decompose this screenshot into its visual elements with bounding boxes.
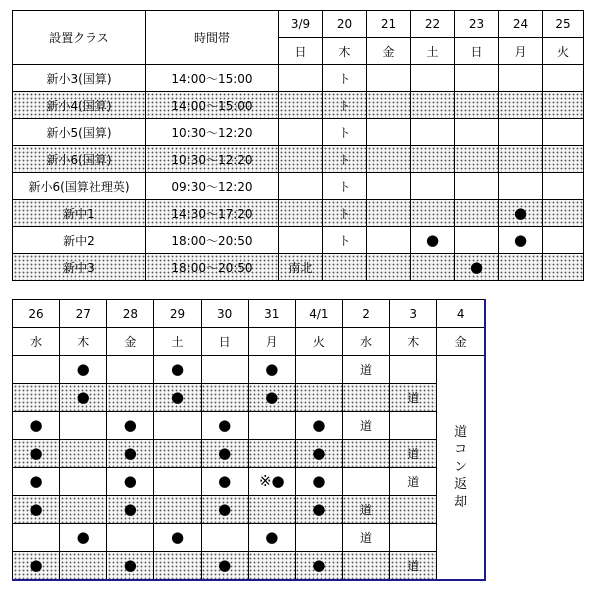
schedule-cell (248, 440, 295, 468)
schedule-cell (342, 552, 389, 581)
schedule-cell (107, 384, 154, 412)
schedule-cell (390, 356, 437, 384)
schedule-cell: 道 (390, 384, 437, 412)
schedule-cell (342, 440, 389, 468)
schedule-cell (248, 496, 295, 524)
schedule-cell (323, 254, 367, 281)
schedule-cell (295, 356, 342, 384)
header-date: 26 (13, 300, 60, 328)
schedule-cell (367, 92, 411, 119)
header-date: 20 (323, 11, 367, 38)
header-weekday: 日 (201, 328, 248, 356)
schedule-cell (342, 468, 389, 496)
schedule-cell: 道 (342, 524, 389, 552)
schedule-cell (295, 384, 342, 412)
header-date: 27 (60, 300, 107, 328)
header-weekday: 日 (455, 38, 499, 65)
schedule-cell (499, 92, 543, 119)
schedule-cell (107, 524, 154, 552)
schedule-cell (201, 524, 248, 552)
header-weekday: 金 (437, 328, 485, 356)
time-range: 18:00〜20:50 (146, 227, 279, 254)
table-row (13, 227, 584, 254)
lesson-dot: ● (60, 384, 107, 412)
lesson-dot: ● (248, 384, 295, 412)
time-range: 14:30〜17:20 (146, 200, 279, 227)
header-date: 28 (107, 300, 154, 328)
schedule-cell (13, 356, 60, 384)
schedule-cell (60, 552, 107, 581)
lesson-dot: ● (295, 552, 342, 581)
schedule-cell (543, 146, 584, 173)
schedule-cell (279, 200, 323, 227)
table-row (13, 412, 486, 440)
schedule-cell (543, 119, 584, 146)
schedule-cell (455, 65, 499, 92)
header-date: 4 (437, 300, 485, 328)
lesson-dot: ● (201, 496, 248, 524)
header-weekday: 月 (499, 38, 543, 65)
schedule-cell (279, 65, 323, 92)
return-note-char: 返 (454, 477, 468, 493)
schedule-cell: 道 (390, 552, 437, 581)
header-class: 設置クラス (13, 11, 146, 65)
header-row-dates (13, 300, 486, 328)
schedule-cell (455, 119, 499, 146)
header-weekday: 水 (13, 328, 60, 356)
lesson-dot: ● (60, 524, 107, 552)
lesson-dot: ● (201, 468, 248, 496)
header-weekday: 土 (411, 38, 455, 65)
schedule-cell (455, 173, 499, 200)
lesson-dot: ● (13, 412, 60, 440)
header-weekday: 木 (323, 38, 367, 65)
header-weekday: 水 (342, 328, 389, 356)
schedule-cell (411, 173, 455, 200)
schedule-cell (201, 384, 248, 412)
time-range: 09:30〜12:20 (146, 173, 279, 200)
schedule-cell (499, 254, 543, 281)
lesson-dot: ● (295, 496, 342, 524)
header-date: 29 (154, 300, 201, 328)
lesson-dot: ● (201, 440, 248, 468)
lesson-dot: ● (13, 440, 60, 468)
class-name: 新小3(国算) (13, 65, 146, 92)
lesson-dot: ● (201, 552, 248, 581)
header-time: 時間帯 (146, 11, 279, 65)
schedule-cell (154, 496, 201, 524)
schedule-cell (154, 468, 201, 496)
schedule-cell (248, 412, 295, 440)
schedule-cell: ト (323, 65, 367, 92)
schedule-cell (543, 173, 584, 200)
schedule-cell (107, 356, 154, 384)
table-row (13, 173, 584, 200)
schedule-cell (390, 496, 437, 524)
schedule-cell (411, 119, 455, 146)
table-row (13, 356, 486, 384)
schedule-cell (60, 496, 107, 524)
schedule-cell (455, 146, 499, 173)
schedule-cell (455, 200, 499, 227)
schedule-cell: ト (323, 146, 367, 173)
schedule-cell (295, 524, 342, 552)
header-date: 21 (367, 11, 411, 38)
header-weekday: 火 (543, 38, 584, 65)
schedule-cell (543, 227, 584, 254)
table-row (13, 119, 584, 146)
schedule-table-top (12, 10, 584, 281)
schedule-cell (201, 356, 248, 384)
schedule-cell (248, 552, 295, 581)
header-date: 31 (248, 300, 295, 328)
schedule-cell (411, 146, 455, 173)
schedule-table-bottom (12, 299, 486, 581)
schedule-cell: 南北 (279, 254, 323, 281)
schedule-cell (342, 384, 389, 412)
schedule-cell (154, 552, 201, 581)
schedule-cell (154, 440, 201, 468)
schedule-cell (367, 254, 411, 281)
schedule-cell (411, 254, 455, 281)
lesson-dot: ● (411, 227, 455, 254)
schedule-cell (367, 65, 411, 92)
schedule-cell (367, 173, 411, 200)
table-row (13, 92, 584, 119)
class-name: 新小5(国算) (13, 119, 146, 146)
header-date: 2 (342, 300, 389, 328)
header-date: 22 (411, 11, 455, 38)
lesson-dot: ● (60, 356, 107, 384)
lesson-dot: ● (107, 468, 154, 496)
header-weekday: 木 (390, 328, 437, 356)
header-date: 3 (390, 300, 437, 328)
schedule-cell: 道 (342, 412, 389, 440)
schedule-cell (60, 468, 107, 496)
lesson-dot: ● (248, 524, 295, 552)
lesson-dot: ● (13, 496, 60, 524)
schedule-cell (60, 412, 107, 440)
schedule-cell (367, 119, 411, 146)
lesson-dot: ● (248, 356, 295, 384)
time-range: 18:00〜20:50 (146, 254, 279, 281)
schedule-cell (60, 440, 107, 468)
lesson-dot: ● (295, 468, 342, 496)
schedule-cell: 道 (342, 496, 389, 524)
time-range: 10:30〜12:20 (146, 119, 279, 146)
table-row (13, 200, 584, 227)
return-note-char: コ (454, 442, 468, 458)
class-name: 新小6(国算社理英) (13, 173, 146, 200)
schedule-cell (411, 92, 455, 119)
header-date: 4/1 (295, 300, 342, 328)
table-row (13, 384, 486, 412)
return-note-cell (437, 356, 485, 581)
schedule-cell: 道 (390, 468, 437, 496)
class-name: 新小6(国算) (13, 146, 146, 173)
schedule-cell (13, 384, 60, 412)
table-row (13, 496, 486, 524)
schedule-cell (499, 146, 543, 173)
header-row-weekdays (13, 328, 486, 356)
lesson-dot: ● (499, 200, 543, 227)
header-date: 25 (543, 11, 584, 38)
schedule-cell (279, 146, 323, 173)
header-row-dates (13, 11, 584, 38)
schedule-cell (390, 524, 437, 552)
class-name: 新中2 (13, 227, 146, 254)
lesson-dot: ● (154, 356, 201, 384)
schedule-cell (390, 412, 437, 440)
schedule-cell (543, 92, 584, 119)
time-range: 14:00〜15:00 (146, 65, 279, 92)
header-weekday: 土 (154, 328, 201, 356)
return-note-char: 道 (454, 424, 468, 440)
schedule-cell (411, 200, 455, 227)
schedule-cell: ト (323, 119, 367, 146)
time-range: 10:30〜12:20 (146, 146, 279, 173)
table-row (13, 524, 486, 552)
header-date: 3/9 (279, 11, 323, 38)
lesson-dot: ● (295, 440, 342, 468)
time-range: 14:00〜15:00 (146, 92, 279, 119)
schedule-cell (499, 119, 543, 146)
schedule-cell (543, 200, 584, 227)
class-name: 新中1 (13, 200, 146, 227)
schedule-cell (499, 65, 543, 92)
header-date: 23 (455, 11, 499, 38)
return-note-char: 却 (454, 494, 468, 510)
schedule-cell: ト (323, 92, 367, 119)
lesson-dot: ※● (248, 468, 295, 496)
lesson-dot: ● (107, 496, 154, 524)
schedule-cell (411, 65, 455, 92)
header-date: 30 (201, 300, 248, 328)
lesson-dot: ● (13, 552, 60, 581)
schedule-cell (154, 412, 201, 440)
header-weekday: 木 (60, 328, 107, 356)
schedule-cell (13, 524, 60, 552)
schedule-cell: 道 (390, 440, 437, 468)
schedule-cell: ト (323, 173, 367, 200)
schedule-cell (543, 254, 584, 281)
table-row (13, 254, 584, 281)
schedule-cell (499, 173, 543, 200)
schedule-cell (367, 146, 411, 173)
lesson-dot: ● (499, 227, 543, 254)
header-weekday: 火 (295, 328, 342, 356)
schedule-cell (367, 227, 411, 254)
return-note-char: ン (454, 459, 468, 475)
header-weekday: 月 (248, 328, 295, 356)
table-row (13, 440, 486, 468)
schedule-cell (367, 200, 411, 227)
schedule-cell: 道 (342, 356, 389, 384)
schedule-cell (455, 92, 499, 119)
lesson-dot: ● (107, 412, 154, 440)
lesson-dot: ● (455, 254, 499, 281)
schedule-cell (279, 227, 323, 254)
lesson-dot: ● (107, 440, 154, 468)
header-weekday: 金 (107, 328, 154, 356)
schedule-cell (279, 92, 323, 119)
schedule-cell: ト (323, 227, 367, 254)
lesson-dot: ● (154, 524, 201, 552)
lesson-dot: ● (295, 412, 342, 440)
table-row (13, 468, 486, 496)
header-date: 24 (499, 11, 543, 38)
lesson-dot: ● (201, 412, 248, 440)
table-row (13, 65, 584, 92)
table-row (13, 146, 584, 173)
class-name: 新小4(国算) (13, 92, 146, 119)
schedule-cell (279, 119, 323, 146)
table-row (13, 552, 486, 581)
schedule-cell (543, 65, 584, 92)
schedule-cell: ト (323, 200, 367, 227)
schedule-cell (279, 173, 323, 200)
schedule-cell (455, 227, 499, 254)
class-name: 新中3 (13, 254, 146, 281)
lesson-dot: ● (154, 384, 201, 412)
header-weekday: 金 (367, 38, 411, 65)
header-weekday: 日 (279, 38, 323, 65)
lesson-dot: ● (13, 468, 60, 496)
lesson-dot: ● (107, 552, 154, 581)
